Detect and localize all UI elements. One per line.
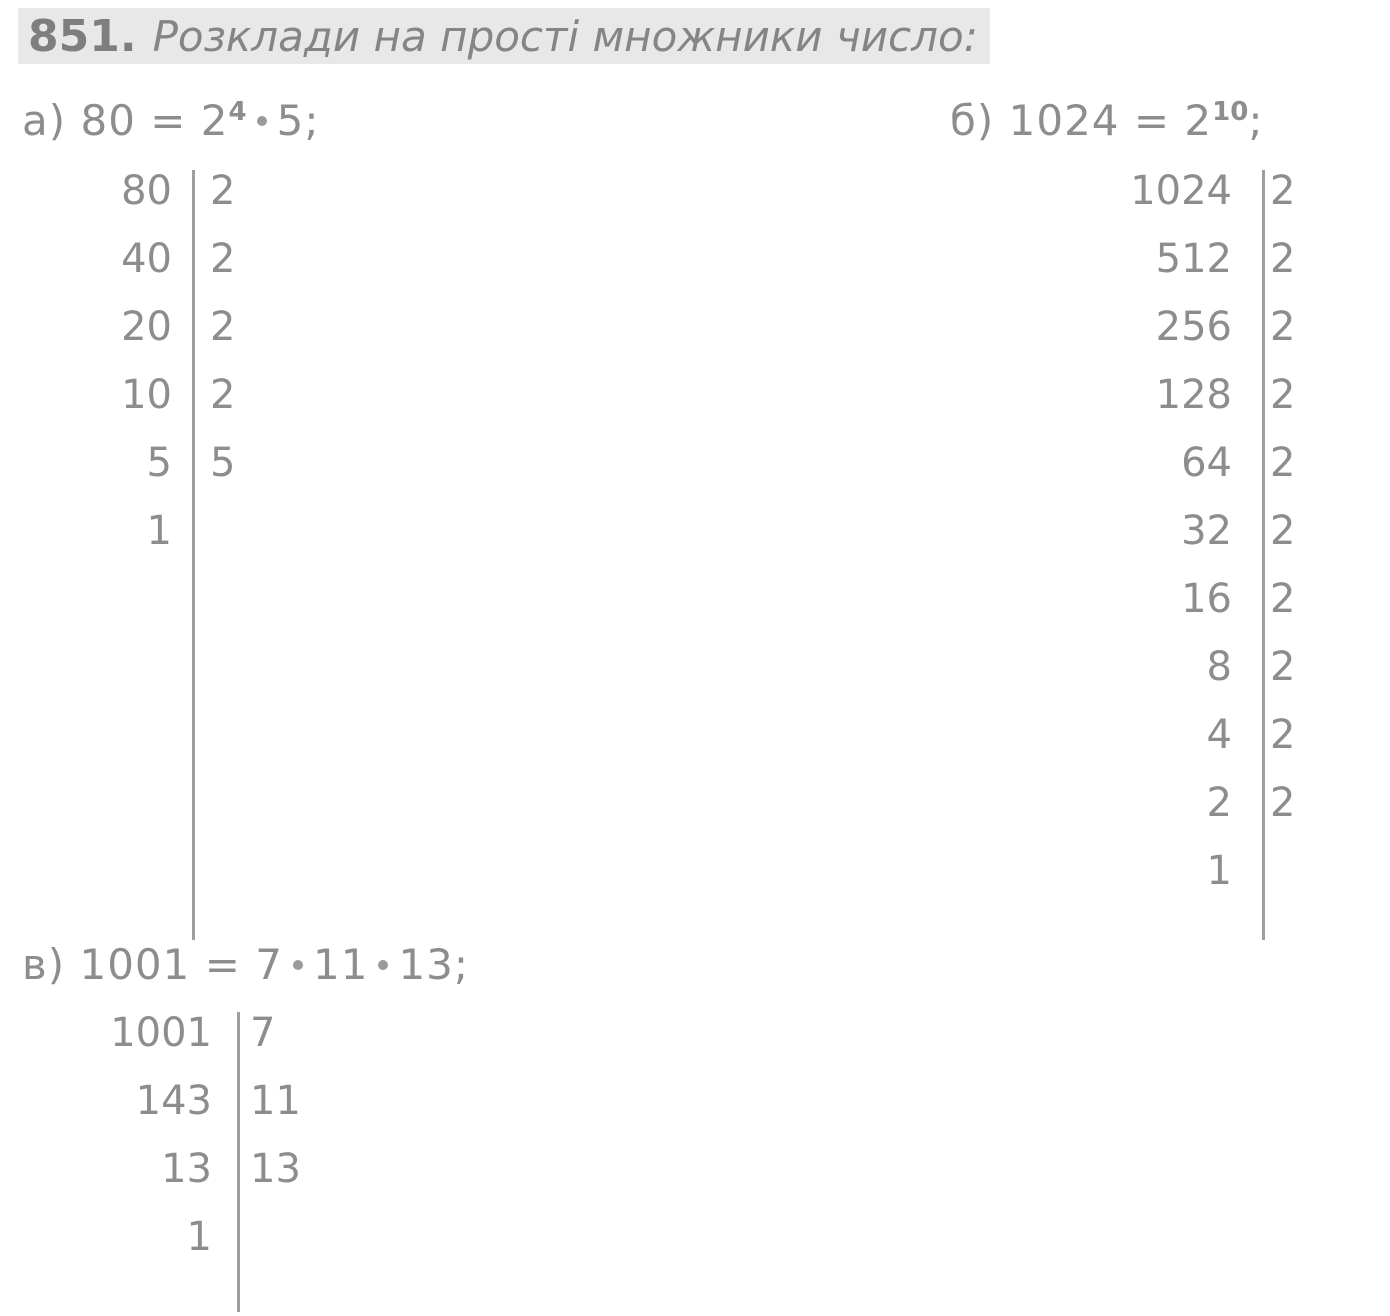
exercise-number: 851. <box>28 10 137 62</box>
ladder-divisor: 2 <box>1270 372 1296 418</box>
exercise-instruction: Розклади на прості множники число: <box>152 11 978 61</box>
ladder-divisor: 2 <box>210 372 236 418</box>
ladder-divisor: 11 <box>250 1078 301 1124</box>
ladder-dividend: 1 <box>146 508 172 554</box>
ladder-divisor: 2 <box>1270 644 1296 690</box>
multiplication-dot-icon <box>257 116 267 126</box>
ladder-divisor: 2 <box>1270 168 1296 214</box>
ladder-divider-line-b <box>1262 170 1265 940</box>
ladder-row <box>1000 508 1350 576</box>
ladder-row <box>60 372 310 440</box>
problem-v-label-mid-1: 11 <box>313 940 369 989</box>
ladder-row <box>40 1146 370 1214</box>
ladder-divisor: 2 <box>1270 780 1296 826</box>
ladder-row <box>40 1078 370 1146</box>
problem-v-label <box>22 940 469 989</box>
ladder-row <box>60 508 310 576</box>
ladder-divisor: 2 <box>1270 236 1296 282</box>
ladder-row <box>40 1214 370 1282</box>
ladder-divisor: 2 <box>210 304 236 350</box>
ladder-divisor: 2 <box>1270 304 1296 350</box>
ladder-divisor: 2 <box>1270 440 1296 486</box>
ladder-dividend: 16 <box>1181 576 1232 622</box>
problem-a-label-prefix: а) 80 = 2 <box>22 96 229 145</box>
ladder-row <box>1000 644 1350 712</box>
ladder-divisor: 2 <box>1270 712 1296 758</box>
ladder-row <box>1000 440 1350 508</box>
ladder-row <box>60 440 310 508</box>
ladder-dividend: 256 <box>1155 304 1232 350</box>
ladder-dividend: 2 <box>1206 780 1232 826</box>
factorization-ladder-a <box>60 168 310 576</box>
ladder-row <box>60 236 310 304</box>
ladder-dividend: 10 <box>121 372 172 418</box>
ladder-divisor: 13 <box>250 1146 301 1192</box>
factorization-ladder-b <box>1000 168 1350 916</box>
factorization-ladder-v <box>40 1010 370 1282</box>
ladder-dividend: 40 <box>121 236 172 282</box>
ladder-row <box>60 304 310 372</box>
ladder-dividend: 1024 <box>1130 168 1232 214</box>
ladder-divider-line-a <box>192 170 195 940</box>
ladder-row <box>40 1010 370 1078</box>
exercise-heading <box>18 8 990 64</box>
ladder-dividend: 4 <box>1206 712 1232 758</box>
problem-a-exponent: 4 <box>228 97 247 127</box>
ladder-row <box>1000 168 1350 236</box>
ladder-dividend: 8 <box>1206 644 1232 690</box>
ladder-row <box>1000 236 1350 304</box>
multiplication-dot-icon <box>378 960 388 970</box>
problem-b-label-prefix: б) 1024 = 2 <box>950 96 1213 145</box>
ladder-divisor: 2 <box>210 236 236 282</box>
ladder-divisor: 7 <box>250 1010 276 1056</box>
ladder-row <box>1000 576 1350 644</box>
ladder-divisor: 2 <box>210 168 236 214</box>
ladder-divisor: 2 <box>1270 576 1296 622</box>
problem-a-label-suffix: 5; <box>276 96 320 145</box>
ladder-divisor: 2 <box>1270 508 1296 554</box>
ladder-divisor: 5 <box>210 440 236 486</box>
multiplication-dot-icon <box>293 960 303 970</box>
problem-a-label <box>22 96 320 145</box>
ladder-divider-line-v <box>237 1012 240 1312</box>
ladder-row <box>1000 372 1350 440</box>
ladder-row <box>1000 712 1350 780</box>
ladder-row <box>1000 780 1350 848</box>
ladder-dividend: 1 <box>1206 848 1232 894</box>
ladder-dividend: 5 <box>146 440 172 486</box>
problem-v-label-mid-2: 13; <box>398 940 470 989</box>
ladder-dividend: 143 <box>135 1078 212 1124</box>
ladder-dividend: 13 <box>161 1146 212 1192</box>
ladder-row <box>1000 304 1350 372</box>
ladder-row <box>60 168 310 236</box>
ladder-dividend: 20 <box>121 304 172 350</box>
problem-v-label-prefix: в) 1001 = 7 <box>22 940 283 989</box>
ladder-dividend: 1 <box>186 1214 212 1260</box>
ladder-dividend: 32 <box>1181 508 1232 554</box>
problem-b-exponent: 10 <box>1212 97 1249 127</box>
ladder-dividend: 1001 <box>110 1010 212 1056</box>
ladder-row <box>1000 848 1350 916</box>
problem-b-label-suffix: ; <box>1248 96 1264 145</box>
ladder-dividend: 512 <box>1155 236 1232 282</box>
ladder-dividend: 80 <box>121 168 172 214</box>
problem-b-label <box>950 96 1263 145</box>
ladder-dividend: 64 <box>1181 440 1232 486</box>
ladder-dividend: 128 <box>1155 372 1232 418</box>
